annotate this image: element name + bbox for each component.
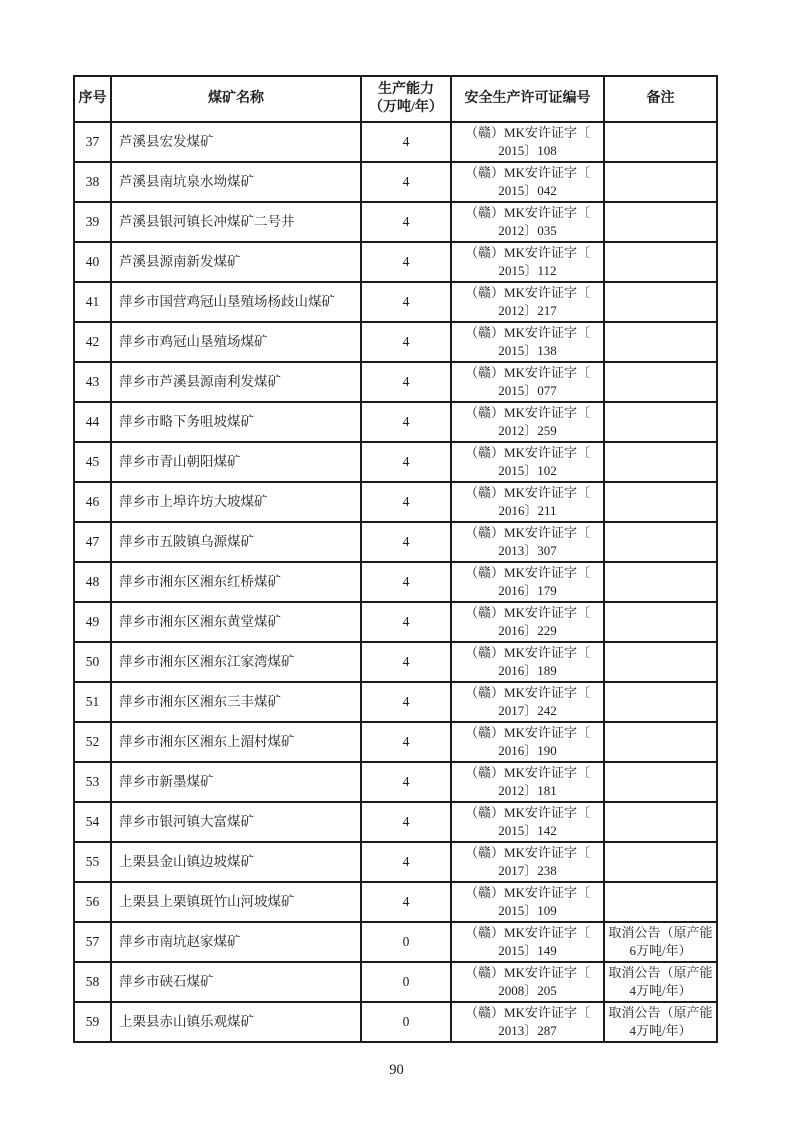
license-line1: （赣）MK安许证字〔 (465, 285, 590, 301)
cell-no: 57 (74, 922, 111, 962)
table-row (74, 762, 717, 802)
license-line2: 2015〕109 (498, 903, 557, 918)
cell-license (451, 162, 604, 202)
cell-license (451, 882, 604, 922)
cell-license (451, 642, 604, 682)
license-line2: 2017〕238 (498, 863, 557, 878)
cell-license (451, 522, 604, 562)
cell-license (451, 242, 604, 282)
cell-remark: 取消公告（原产能4万吨/年） (604, 962, 717, 1002)
license-line1: （赣）MK安许证字〔 (465, 245, 590, 261)
table-row (74, 882, 717, 922)
table-row (74, 402, 717, 442)
license-line2: 2016〕229 (498, 623, 557, 638)
cell-license (451, 322, 604, 362)
cell-remark (604, 842, 717, 882)
cell-license (451, 202, 604, 242)
cell-capacity: 4 (361, 402, 451, 442)
cell-remark: 取消公告（原产能6万吨/年） (604, 922, 717, 962)
cell-license (451, 482, 604, 522)
cell-name: 萍乡市硖石煤矿 (111, 962, 361, 1002)
license-line2: 2012〕181 (498, 783, 557, 798)
cell-capacity: 4 (361, 322, 451, 362)
license-line2: 2012〕259 (498, 423, 557, 438)
table-row (74, 1002, 717, 1042)
table-row (74, 802, 717, 842)
cell-remark (604, 642, 717, 682)
license-line1: （赣）MK安许证字〔 (465, 165, 590, 181)
license-line2: 2015〕102 (498, 463, 557, 478)
cell-remark (604, 242, 717, 282)
cell-capacity: 4 (361, 642, 451, 682)
header-no: 序号 (74, 76, 111, 122)
license-line1: （赣）MK安许证字〔 (465, 805, 590, 821)
cell-remark (604, 762, 717, 802)
license-line2: 2016〕190 (498, 743, 557, 758)
cell-capacity: 0 (361, 1002, 451, 1042)
cell-license (451, 122, 604, 162)
cell-remark (604, 162, 717, 202)
cell-license (451, 1002, 604, 1042)
cell-name: 萍乡市湘东区湘东江家湾煤矿 (111, 642, 361, 682)
cell-capacity: 4 (361, 482, 451, 522)
cell-capacity: 4 (361, 882, 451, 922)
cell-remark: 取消公告（原产能4万吨/年） (604, 1002, 717, 1042)
license-line2: 2016〕189 (498, 663, 557, 678)
table-row (74, 162, 717, 202)
license-line2: 2015〕112 (498, 263, 557, 278)
cell-capacity: 4 (361, 442, 451, 482)
cell-no: 58 (74, 962, 111, 1002)
cell-name: 上栗县金山镇边坡煤矿 (111, 842, 361, 882)
license-line1: （赣）MK安许证字〔 (465, 405, 590, 421)
table-row (74, 842, 717, 882)
cell-license (451, 922, 604, 962)
license-line2: 2015〕149 (498, 943, 557, 958)
cell-capacity: 4 (361, 362, 451, 402)
cell-capacity: 4 (361, 682, 451, 722)
cell-capacity: 4 (361, 122, 451, 162)
cell-remark (604, 442, 717, 482)
cell-no: 52 (74, 722, 111, 762)
license-line1: （赣）MK安许证字〔 (465, 445, 590, 461)
cell-name: 萍乡市湘东区湘东三丰煤矿 (111, 682, 361, 722)
license-line1: （赣）MK安许证字〔 (465, 365, 590, 381)
cell-remark (604, 482, 717, 522)
license-line2: 2012〕217 (498, 303, 557, 318)
table-row (74, 202, 717, 242)
table-row (74, 562, 717, 602)
license-line1: （赣）MK安许证字〔 (465, 325, 590, 341)
license-line2: 2016〕179 (498, 583, 557, 598)
table-row (74, 722, 717, 762)
cell-name: 萍乡市湘东区湘东红桥煤矿 (111, 562, 361, 602)
header-remark: 备注 (604, 76, 717, 122)
cell-license (451, 802, 604, 842)
cell-no: 49 (74, 602, 111, 642)
cell-license (451, 962, 604, 1002)
license-line1: （赣）MK安许证字〔 (465, 125, 590, 141)
cell-license (451, 282, 604, 322)
cell-no: 53 (74, 762, 111, 802)
license-line2: 2016〕211 (498, 503, 557, 518)
license-line1: （赣）MK安许证字〔 (465, 1005, 590, 1021)
license-line2: 2015〕108 (498, 143, 557, 158)
cell-remark (604, 882, 717, 922)
table-row (74, 322, 717, 362)
cell-capacity: 4 (361, 522, 451, 562)
cell-remark (604, 562, 717, 602)
table-body (74, 122, 717, 1042)
cell-name: 芦溪县宏发煤矿 (111, 122, 361, 162)
license-line2: 2015〕042 (498, 183, 557, 198)
cell-no: 44 (74, 402, 111, 442)
cell-license (451, 402, 604, 442)
cell-capacity: 4 (361, 282, 451, 322)
license-line2: 2017〕242 (498, 703, 557, 718)
cell-no: 47 (74, 522, 111, 562)
cell-capacity: 0 (361, 922, 451, 962)
cell-license (451, 762, 604, 802)
license-line1: （赣）MK安许证字〔 (465, 885, 590, 901)
header-license: 安全生产许可证编号 (451, 76, 604, 122)
table-row (74, 962, 717, 1002)
license-line2: 2015〕077 (498, 383, 557, 398)
cell-license (451, 842, 604, 882)
license-line1: （赣）MK安许证字〔 (465, 205, 590, 221)
cell-remark (604, 722, 717, 762)
table-row (74, 602, 717, 642)
cell-no: 37 (74, 122, 111, 162)
cell-remark (604, 362, 717, 402)
license-line1: （赣）MK安许证字〔 (465, 965, 590, 981)
cell-name: 芦溪县南坑泉水坳煤矿 (111, 162, 361, 202)
cell-name: 萍乡市鸡冠山垦殖场煤矿 (111, 322, 361, 362)
cell-no: 56 (74, 882, 111, 922)
cell-remark (604, 402, 717, 442)
cell-name: 芦溪县源南新发煤矿 (111, 242, 361, 282)
license-line1: （赣）MK安许证字〔 (465, 845, 590, 861)
table-row (74, 922, 717, 962)
cell-name: 萍乡市新墨煤矿 (111, 762, 361, 802)
cell-name: 萍乡市青山朝阳煤矿 (111, 442, 361, 482)
license-line1: （赣）MK安许证字〔 (465, 765, 590, 781)
license-line1: （赣）MK安许证字〔 (465, 685, 590, 701)
cell-no: 50 (74, 642, 111, 682)
cell-remark (604, 122, 717, 162)
cell-remark (604, 602, 717, 642)
cell-capacity: 4 (361, 762, 451, 802)
cell-license (451, 562, 604, 602)
cell-name: 上栗县上栗镇斑竹山河坡煤矿 (111, 882, 361, 922)
cell-capacity: 0 (361, 962, 451, 1002)
license-line2: 2013〕307 (498, 543, 557, 558)
header-capacity (361, 76, 451, 122)
table-row (74, 242, 717, 282)
cell-remark (604, 682, 717, 722)
cell-remark (604, 282, 717, 322)
cell-remark (604, 522, 717, 562)
cell-license (451, 722, 604, 762)
license-line2: 2008〕205 (498, 983, 557, 998)
table-row (74, 362, 717, 402)
header-capacity-line1: 生产能力 (378, 81, 434, 97)
coal-mine-table (73, 75, 718, 1043)
cell-name: 萍乡市南坑赵家煤矿 (111, 922, 361, 962)
table-header-row (74, 76, 717, 122)
cell-no: 42 (74, 322, 111, 362)
cell-no: 55 (74, 842, 111, 882)
license-line2: 2012〕035 (498, 223, 557, 238)
license-line1: （赣）MK安许证字〔 (465, 485, 590, 501)
license-line1: （赣）MK安许证字〔 (465, 565, 590, 581)
cell-capacity: 4 (361, 802, 451, 842)
cell-no: 59 (74, 1002, 111, 1042)
cell-no: 41 (74, 282, 111, 322)
license-line2: 2015〕142 (498, 823, 557, 838)
license-line2: 2013〕287 (498, 1023, 557, 1038)
cell-name: 萍乡市五陂镇乌源煤矿 (111, 522, 361, 562)
license-line2: 2015〕138 (498, 343, 557, 358)
cell-remark (604, 202, 717, 242)
cell-capacity: 4 (361, 162, 451, 202)
cell-remark (604, 802, 717, 842)
cell-capacity: 4 (361, 722, 451, 762)
cell-no: 40 (74, 242, 111, 282)
license-line1: （赣）MK安许证字〔 (465, 605, 590, 621)
license-line1: （赣）MK安许证字〔 (465, 725, 590, 741)
header-name: 煤矿名称 (111, 76, 361, 122)
cell-name: 萍乡市国营鸡冠山垦殖场杨歧山煤矿 (111, 282, 361, 322)
cell-license (451, 442, 604, 482)
cell-no: 43 (74, 362, 111, 402)
table-row (74, 442, 717, 482)
cell-no: 39 (74, 202, 111, 242)
license-line1: （赣）MK安许证字〔 (465, 645, 590, 661)
table-row (74, 122, 717, 162)
cell-name: 上栗县赤山镇乐观煤矿 (111, 1002, 361, 1042)
table-row (74, 642, 717, 682)
cell-name: 萍乡市湘东区湘东上湄村煤矿 (111, 722, 361, 762)
cell-license (451, 602, 604, 642)
cell-remark (604, 322, 717, 362)
cell-capacity: 4 (361, 842, 451, 882)
cell-name: 萍乡市银河镇大富煤矿 (111, 802, 361, 842)
cell-no: 38 (74, 162, 111, 202)
cell-no: 51 (74, 682, 111, 722)
header-capacity-line2: （万吨/年） (369, 100, 443, 115)
cell-name: 芦溪县银河镇长冲煤矿二号井 (111, 202, 361, 242)
cell-name: 萍乡市芦溪县源南利发煤矿 (111, 362, 361, 402)
table-row (74, 682, 717, 722)
cell-license (451, 682, 604, 722)
cell-name: 萍乡市湘东区湘东黄堂煤矿 (111, 602, 361, 642)
table-row (74, 282, 717, 322)
license-line1: （赣）MK安许证字〔 (465, 525, 590, 541)
cell-no: 45 (74, 442, 111, 482)
cell-name: 萍乡市上埠许坊大坡煤矿 (111, 482, 361, 522)
cell-no: 48 (74, 562, 111, 602)
cell-license (451, 362, 604, 402)
cell-capacity: 4 (361, 602, 451, 642)
cell-capacity: 4 (361, 562, 451, 602)
cell-capacity: 4 (361, 242, 451, 282)
cell-name: 萍乡市略下务咀坡煤矿 (111, 402, 361, 442)
cell-no: 54 (74, 802, 111, 842)
license-line1: （赣）MK安许证字〔 (465, 925, 590, 941)
cell-capacity: 4 (361, 202, 451, 242)
page-number: 90 (389, 1062, 404, 1078)
table-row (74, 522, 717, 562)
table-row (74, 482, 717, 522)
cell-no: 46 (74, 482, 111, 522)
